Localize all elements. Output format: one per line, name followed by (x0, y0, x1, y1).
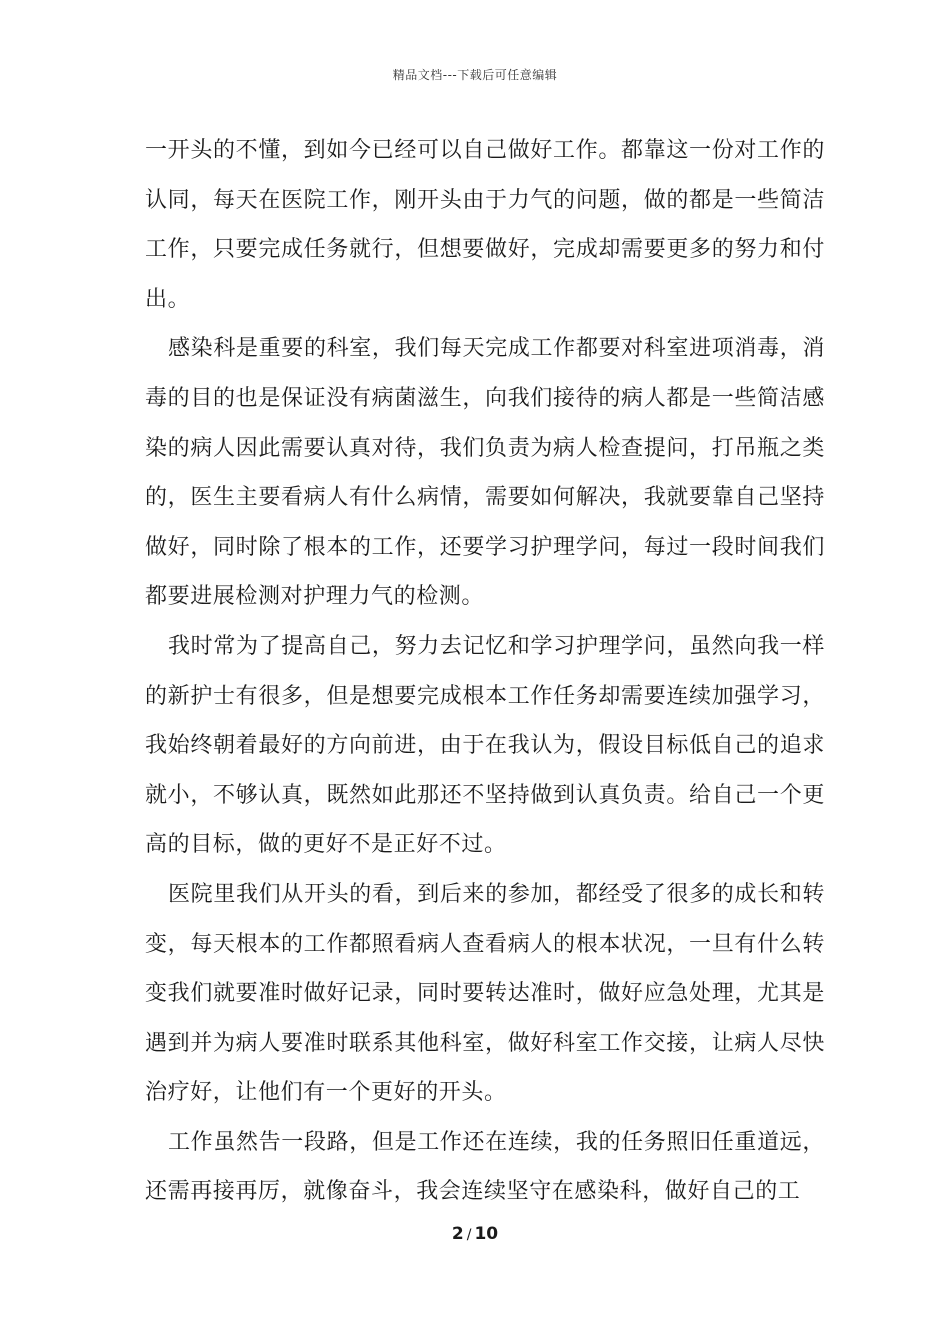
paragraph-1: 一开头的不懂，到如今已经可以自己做好工作。都靠这一份对工作的认同，每天在医院工作，刚开头由于力气的问题，做的都是一些简洁工作，只要完成任务就行，但想要做好，完成却需要更多的努力和付出。 (145, 138, 825, 312)
page-header: 精品文档---下载后可任意编辑 (392, 68, 558, 82)
paragraph-3: 我时常为了提高自己，努力去记忆和学习护理学问，虽然向我一样的新护士有很多，但是想要完成根本工作任务却需要连续加强学习，我始终朝着最好的方向前进，由于在我认为，假设目标低自己的追求就小，不够认真，既然如此那还不坚持做到认真负责。给自己一个更高的目标，做的更好不是正好不过。 (145, 633, 825, 858)
document-body (145, 126, 825, 1217)
page-number (0, 1224, 950, 1244)
total-pages: 10 (474, 1224, 499, 1244)
paragraph-4: 医院里我们从开头的看，到后来的参加，都经受了很多的成长和转变，每天根本的工作都照看病人查看病人的根本状况，一旦有什么转变我们就要准时做好记录，同时要转达准时，做好应急处理，尤其是遇到并为病人要准时联系其他科室，做好科室工作交接，让病人尽快治疗好，让他们有一个更好的开头。 (145, 881, 825, 1106)
page-separator: / (466, 1227, 472, 1243)
current-page: 2 (451, 1224, 464, 1244)
paragraph-2: 感染科是重要的科室，我们每天完成工作都要对科室进项消毒，消毒的目的也是保证没有病菌滋生，向我们接待的病人都是一些简洁感染的病人因此需要认真对待，我们负责为病人检查提问，打吊瓶之类的，医生主要看病人有什么病情，需要如何解决，我就要靠自己坚持做好，同时除了根本的工作，还要学习护理学问，每过一段时间我们都要进展检测对护理力气的检测。 (145, 336, 825, 610)
paragraph-5: 工作虽然告一段路，但是工作还在连续，我的任务照旧任重道远，还需再接再厉，就像奋斗，我会连续坚守在感染科，做好自己的工 (145, 1129, 825, 1205)
